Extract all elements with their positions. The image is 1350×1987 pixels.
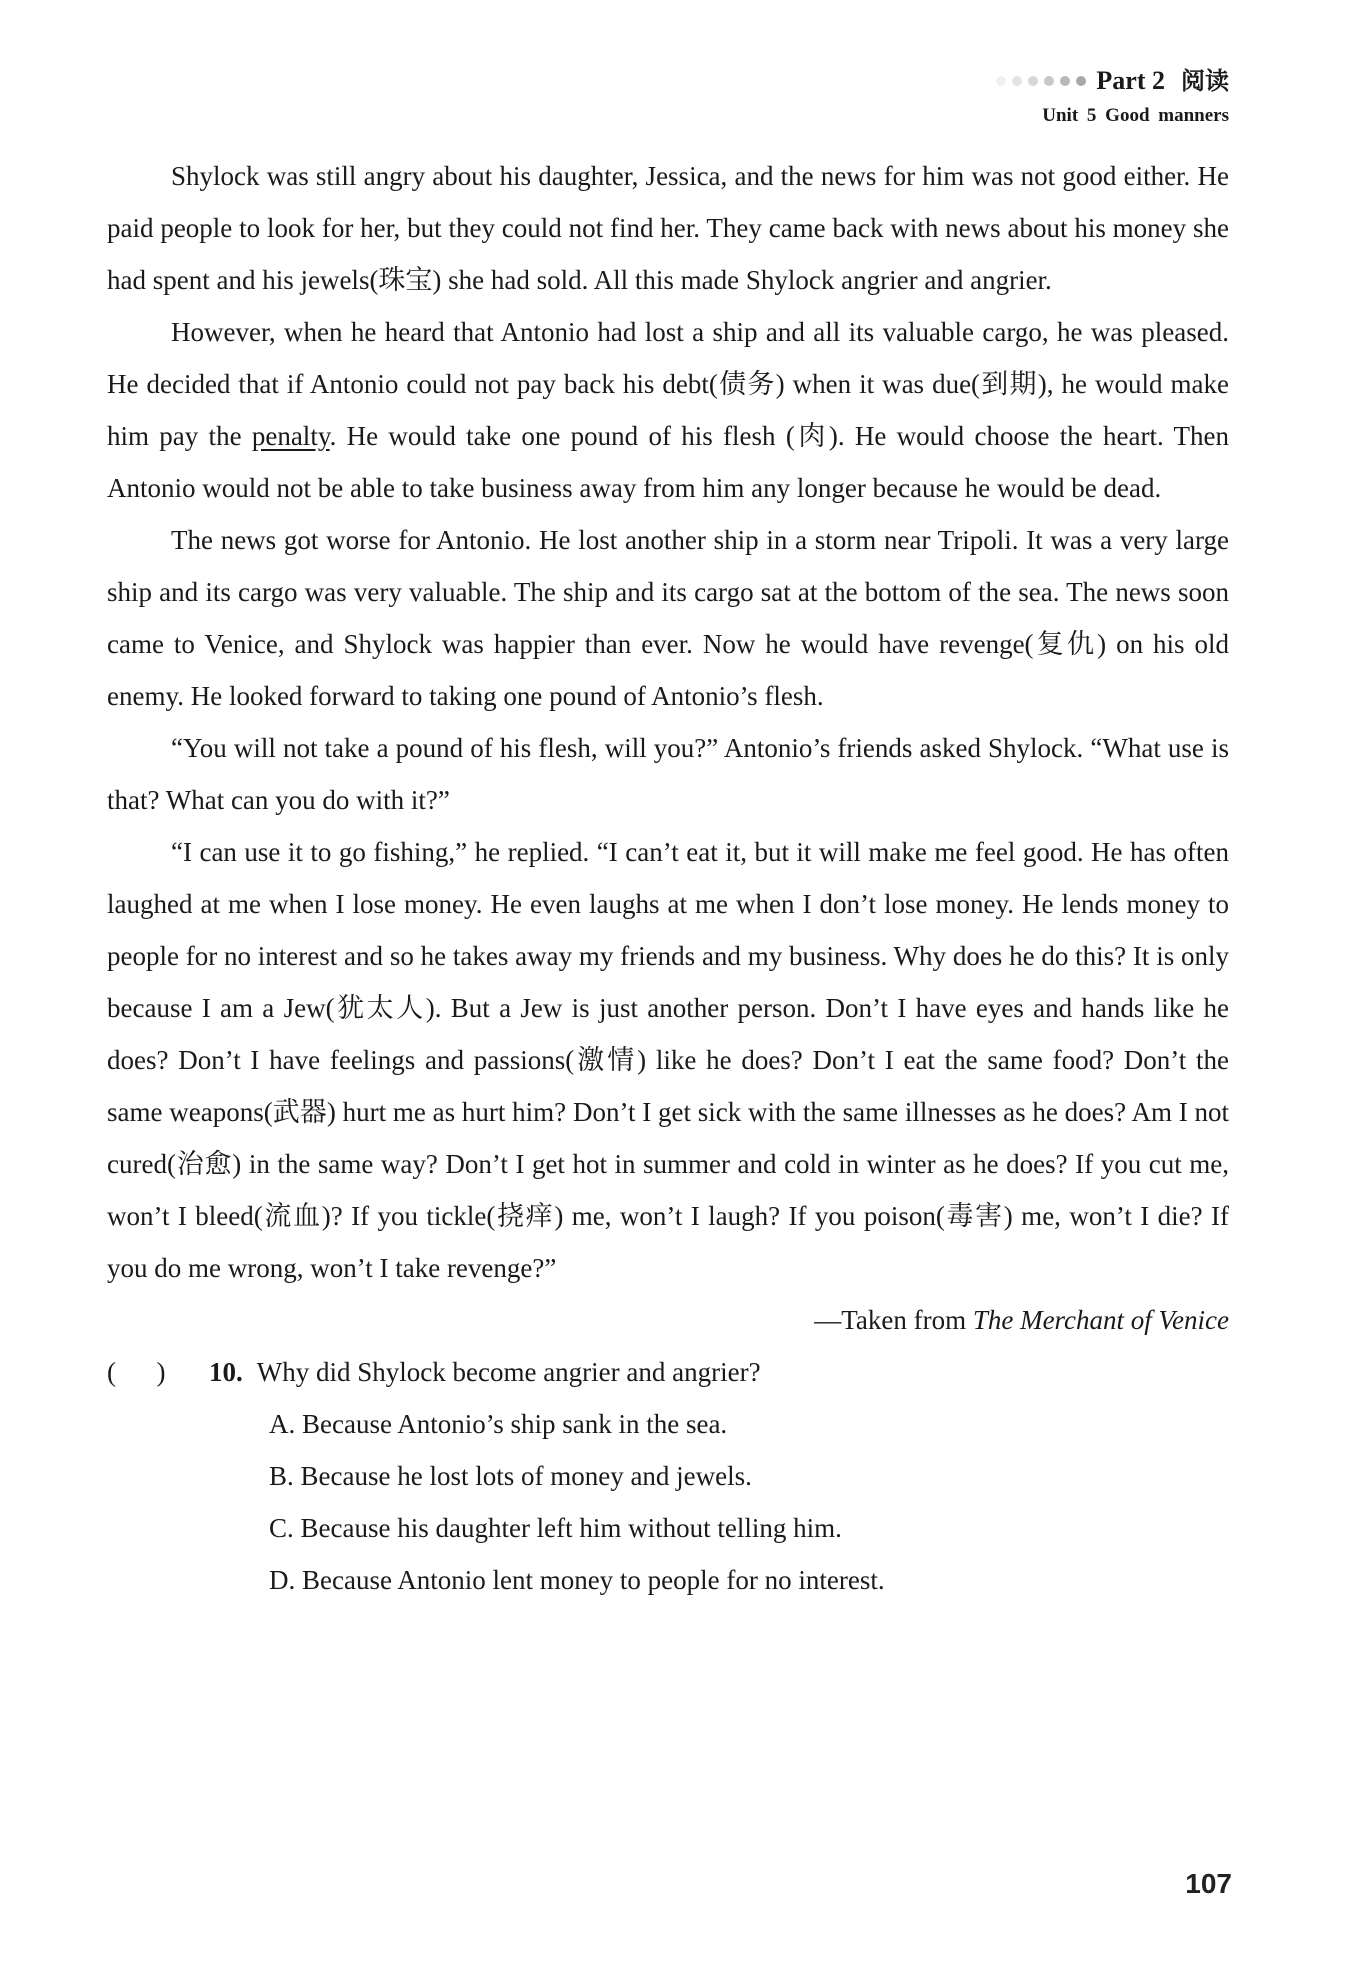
question-number: 10. [209, 1357, 243, 1387]
option-a: A. Because Antonio’s ship sank in the sea. [269, 1409, 728, 1439]
paragraph-text: However, when he heard that Antonio had lost a ship and all its valuable cargo, he was pleased. He decided that if Antonio could not pay back his debt(债务) when it was due(到期), he would make him pay the [107, 317, 1229, 451]
option-d: D. Because Antonio lent money to people for no interest. [269, 1565, 885, 1595]
paragraph-text: . He would take one pound of his flesh (肉). He would choose the heart. Then Antonio would not be able to take business away from him any longer because he would be dead. [107, 421, 1229, 503]
paragraph [107, 150, 1229, 306]
question-10 [107, 1346, 1229, 1606]
option-c: C. Because his daughter left him without telling him. [269, 1513, 842, 1543]
header-part: Part 2 [1096, 66, 1165, 95]
dot-icon [1076, 76, 1086, 86]
paragraph [107, 722, 1229, 826]
question-text: Why did Shylock become angrier and angrier? [256, 1357, 761, 1387]
page-number: 107 [1185, 1868, 1232, 1899]
answer-blank[interactable]: ( ) [107, 1357, 166, 1387]
dot-icon [1012, 76, 1022, 86]
header-part-cn: 阅读 [1181, 67, 1229, 95]
attribution-prefix: —Taken from [814, 1305, 973, 1335]
attribution-title: The Merchant of Venice [972, 1305, 1229, 1335]
dot-icon [996, 76, 1006, 86]
option-b: B. Because he lost lots of money and jewels. [269, 1461, 752, 1491]
question-stem [107, 1346, 1229, 1398]
attribution [107, 1294, 1229, 1346]
answer-options [269, 1398, 1229, 1606]
header-part-row [996, 64, 1229, 98]
paragraph [107, 306, 1229, 514]
header-unit: Unit 5 [1042, 105, 1097, 126]
header-unit-title: Good manners [1105, 105, 1229, 126]
dot-icon [1044, 76, 1054, 86]
paragraph-text: “I can use it to go fishing,” he replied. “I can’t eat it, but it will make me feel good. He has often laughed at me when I lose money. He even laughs at me when I don’t lose money. He lends money to people for no interest and so he takes away my friends and my business. Why does he do this? It is only because I am a Jew(犹太人). But a Jew is just another person. Don’t I have eyes and hands like he does? Don’t I have feelings and passions(激情) like he does? Don’t I eat the same food? Don’t the same weapons(武器) hurt me as hurt him? Don’t I get sick with the same illnesses as he does? Am I not cured(治愈) in the same way? Don’t I get hot in summer and cold in winter as he does? If you cut me, won’t I bleed(流血)? If you tickle(挠痒) me, won’t I laugh? If you poison(毒害) me, won’t I die? If you do me wrong, won’t I take revenge?” [107, 837, 1229, 1283]
paragraph [107, 514, 1229, 722]
decorative-dots [996, 76, 1086, 86]
paragraph-text: The news got worse for Antonio. He lost another ship in a storm near Tripoli. It was a very large ship and its cargo was very valuable. The ship and its cargo sat at the bottom of the sea. The news soon came to Venice, and Shylock was happier than ever. Now he would have revenge(复仇) on his old enemy. He looked forward to taking one pound of Antonio’s flesh. [107, 525, 1229, 711]
paragraph-text: “You will not take a pound of his flesh, will you?” Antonio’s friends asked Shylock. “What use is that? What can you do with it?” [107, 733, 1229, 815]
passage [107, 150, 1229, 1606]
dot-icon [1028, 76, 1038, 86]
dot-icon [1060, 76, 1070, 86]
paragraph [107, 826, 1229, 1294]
header-unit-row [996, 102, 1229, 130]
underlined-word: penalty [251, 421, 330, 451]
paragraph-text: Shylock was still angry about his daughter, Jessica, and the news for him was not good either. He paid people to look for her, but they could not find her. They came back with news about his money she had spent and his jewels(珠宝) she had sold. All this made Shylock angrier and angrier. [107, 161, 1229, 295]
page-header [996, 64, 1229, 130]
